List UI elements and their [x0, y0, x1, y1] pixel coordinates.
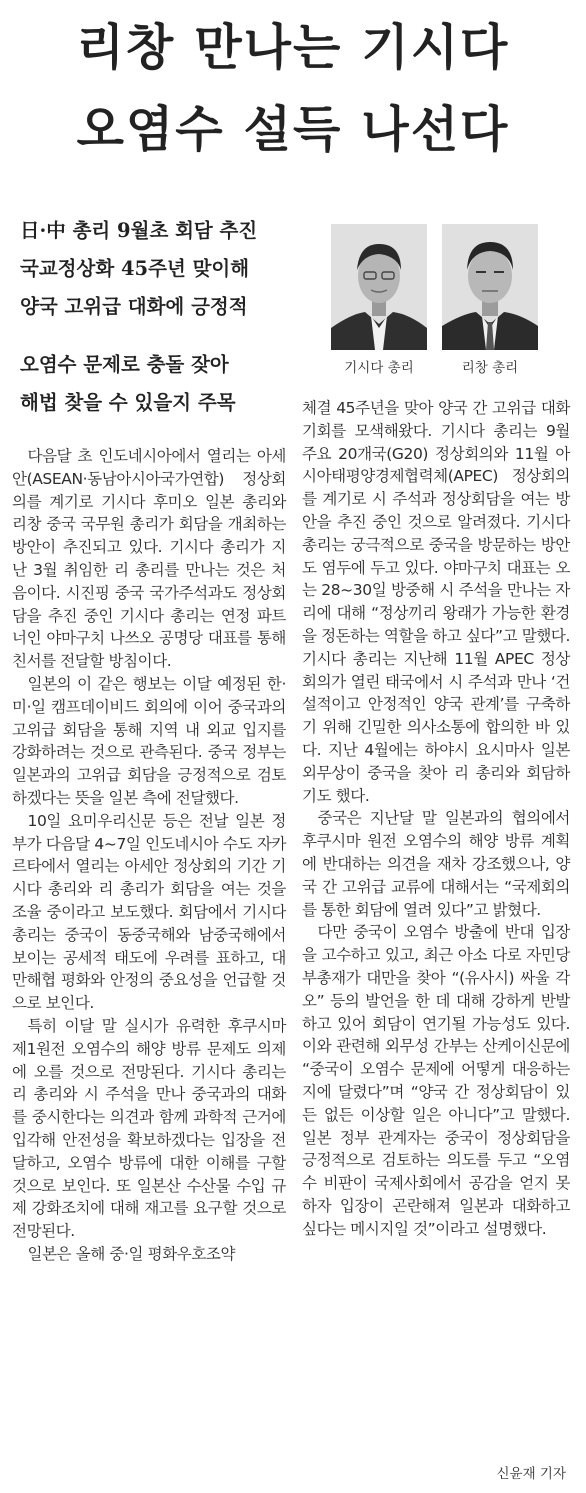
headline-line-2: 오염수 설득 나선다 — [76, 101, 510, 158]
subhead-1: 日·中 총리 9월초 회담 추진 — [20, 219, 258, 242]
paragraph: 일본의 이 같은 행보는 이달 예정된 한·미·일 캠프데이비드 회의에 이어 중국과의 고위급 회담을 통해 지역 내 외교 입지를 강화하려는 것으로 관측된다. 중국 정부는 일본과의 고위급 회담을 긍정적으로 검토하겠다는 뜻을 일본 측에 전달했다. — [12, 674, 286, 807]
paragraph-continued: 체결 45주년을 맞아 양국 간 고위급 대화 기회를 모색해왔다. 기시다 총리는 9월 주요 20개국(G20) 정상회의와 11월 아시아태평양경제협력체(APEC) 정상회의를 계기로 시 주석과 정상회담을 여는 방안을 추진 중인 것으로 알려졌다. 기시다 총리는 궁극적으로 중국을 방문하는 방안도 염두에 두고 있다. 야마구치 대표는 오는 28~30일 방중해 시 주석을 만나는 자리에 대해 “정상끼리 왕래가 가능한 환경을 정돈하는 역할을 하고 싶다”고 말했다. 기시다 총리는 지난해 11월 APEC 정상회의가 열린 태국에서 시 주석과 만나 ‘건설적이고 안정적인 양국 관계’를 구축하기 위해 긴밀한 의사소통에 합의한 바 있다. 지난 4월에는 하야시 요시마사 일본 외무상이 중국을 찾아 리 총리와 회담하기도 했다. — [302, 399, 570, 805]
byline: 신윤재 기자 — [496, 1466, 566, 1482]
kishida-portrait-photo — [331, 224, 427, 350]
paragraph: 중국은 지난달 말 일본과의 협의에서 후쿠시마 원전 오염수의 해양 방류 계획에 반대하는 의견을 재차 강조했으나, 양국 간 고위급 교류에 대해서는 “국제회의를 통한 회담에 열려 있다”고 밝혔다. — [302, 809, 570, 919]
subhead-2: 국교정상화 45주년 맞이해 — [20, 257, 250, 280]
li-qiang-portrait-photo — [442, 224, 538, 350]
subhead-4: 오염수 문제로 충돌 잦아 — [20, 353, 229, 376]
paragraph: 다만 중국이 오염수 방출에 반대 입장을 고수하고 있고, 최근 아소 다로 자민당 부총재가 대만을 찾아 “(유사시) 싸울 각오” 등의 발언을 한 데 대해 강하게 반발하고 있어 회담이 연기될 가능성도 있다. 이와 관련해 외무성 간부는 산케이신문에 “중국이 오염수 문제에 어떻게 대응하는지에 달렸다”며 “양국 간 정상회담이 있든 없든 이상할 일은 아니다”고 말했다. 일본 정부 관계자는 중국이 정상회담을 긍정적으로 검토하는 의도를 두고 “오염수 비판이 국제사회에서 공감을 얻지 못하자 입장이 곤란해져 일본과 대화하고 싶다는 메시지일 것”이라고 설명했다. — [302, 923, 570, 1238]
subheadings — [20, 212, 310, 422]
headline-line-1: 리창 만나는 기시다 — [76, 19, 510, 76]
paragraph: 다음달 초 인도네시아에서 열리는 아세안(ASEAN·동남아시아국가연합) 정상회의를 계기로 기시다 후미오 일본 총리와 리창 중국 국무원 총리가 회담을 개최하는 방안이 추진되고 있다. 기시다 총리가 지난 3월 취임한 리 총리를 만나는 것은 처음이다. 시진핑 중국 국가주석과도 정상회담을 추진 중인 기시다 총리는 연정 파트너인 야마구치 나쓰오 공명당 대표를 통해 친서를 전달할 방침이다. — [12, 447, 286, 671]
paragraph: 일본은 올해 중·일 평화우호조약 — [27, 1244, 236, 1263]
photo-caption-li-qiang: 리창 총리 — [461, 360, 519, 376]
paragraph: 10일 요미우리신문 등은 전날 일본 정부가 다음달 4~7일 인도네시아 수도 자카르타에서 열리는 아세안 정상회의 기간 기시다 총리와 리 총리가 회담을 여는 것을 조율 중이라고 보도했다. 회담에서 기시다 총리는 중국이 동중국해와 남중국해에서 보이는 공세적 태도에 우려를 표하고, 대만해협 평화와 안정의 중요성을 언급할 것으로 보인다. — [12, 811, 286, 1013]
photo-caption-kishida: 기시다 총리 — [344, 360, 414, 376]
article-column-right — [302, 397, 570, 1240]
article-column-left — [12, 445, 286, 1266]
subhead-3: 양국 고위급 대화에 긍정적 — [20, 295, 248, 318]
subhead-5: 해법 찾을 수 있을지 주목 — [20, 391, 236, 414]
paragraph: 특히 이달 말 실시가 유력한 후쿠시마 제1원전 오염수의 해양 방류 문제도 의제에 오를 것으로 전망된다. 기시다 총리는 리 총리와 시 주석을 만나 중국과의 대화를 중시한다는 의견과 함께 과학적 근거에 입각해 안전성을 확보하겠다는 입장을 전달하고, 오염수 방류에 대한 이해를 구할 것으로 보인다. 또 일본산 수산물 수입 규제 강화조치에 대해 재고를 요구할 것으로 전망된다. — [12, 1016, 286, 1241]
